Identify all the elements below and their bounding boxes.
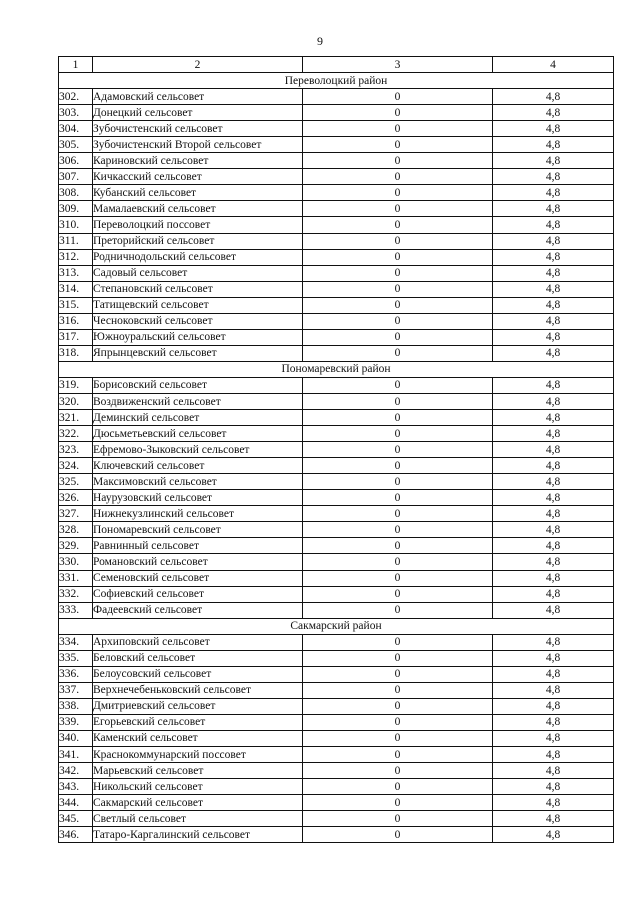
column-3-value-cell: 0 — [303, 698, 493, 714]
row-number-cell: 316. — [59, 313, 93, 329]
table-row — [59, 506, 614, 522]
settlement-name-cell: Никольский сельсовет — [93, 779, 303, 795]
column-4-value-cell: 4,8 — [493, 217, 614, 233]
column-4-value-cell: 4,8 — [493, 698, 614, 714]
table-row — [59, 795, 614, 811]
column-3-value-cell: 0 — [303, 185, 493, 201]
settlement-name-cell: Зубочистенский Второй сельсовет — [93, 137, 303, 153]
table-row — [59, 602, 614, 618]
column-4-value-cell: 4,8 — [493, 345, 614, 361]
column-3-value-cell: 0 — [303, 329, 493, 345]
settlement-name-cell: Архиповский сельсовет — [93, 634, 303, 650]
table-row — [59, 570, 614, 586]
column-3-value-cell: 0 — [303, 410, 493, 426]
column-4-value-cell: 4,8 — [493, 153, 614, 169]
row-number-cell: 336. — [59, 666, 93, 682]
section-title: Переволоцкий район — [59, 73, 614, 89]
settlement-name-cell: Дмитриевский сельсовет — [93, 698, 303, 714]
table-row — [59, 249, 614, 265]
column-3-value-cell: 0 — [303, 506, 493, 522]
settlement-name-cell: Нижнекузлинский сельсовет — [93, 506, 303, 522]
column-4-value-cell: 4,8 — [493, 779, 614, 795]
row-number-cell: 338. — [59, 698, 93, 714]
settlement-name-cell: Белоусовский сельсовет — [93, 666, 303, 682]
column-3-value-cell: 0 — [303, 377, 493, 393]
section-header-row — [59, 73, 614, 89]
row-number-cell: 341. — [59, 747, 93, 763]
table-row — [59, 474, 614, 490]
column-3-value-cell: 0 — [303, 779, 493, 795]
column-4-value-cell: 4,8 — [493, 682, 614, 698]
table-row — [59, 233, 614, 249]
column-3-value-cell: 0 — [303, 442, 493, 458]
row-number-cell: 333. — [59, 602, 93, 618]
section-header-row — [59, 361, 614, 377]
column-3-value-cell: 0 — [303, 554, 493, 570]
row-number-cell: 312. — [59, 249, 93, 265]
table-row — [59, 201, 614, 217]
table-row — [59, 490, 614, 506]
column-4-value-cell: 4,8 — [493, 730, 614, 746]
column-4-value-cell: 4,8 — [493, 185, 614, 201]
column-3-value-cell: 0 — [303, 602, 493, 618]
settlement-name-cell: Кичкасский сельсовет — [93, 169, 303, 185]
row-number-cell: 329. — [59, 538, 93, 554]
row-number-cell: 328. — [59, 522, 93, 538]
column-3-value-cell: 0 — [303, 217, 493, 233]
section-title: Сакмарский район — [59, 618, 614, 634]
column-4-value-cell: 4,8 — [493, 233, 614, 249]
table-row — [59, 121, 614, 137]
table-row — [59, 779, 614, 795]
column-4-value-cell: 4,8 — [493, 169, 614, 185]
column-3-value-cell: 0 — [303, 795, 493, 811]
row-number-cell: 331. — [59, 570, 93, 586]
column-4-value-cell: 4,8 — [493, 634, 614, 650]
column-4-value-cell: 4,8 — [493, 265, 614, 281]
column-3-value-cell: 0 — [303, 682, 493, 698]
settlement-name-cell: Борисовский сельсовет — [93, 377, 303, 393]
settlement-name-cell: Татаро-Каргалинский сельсовет — [93, 827, 303, 843]
row-number-cell: 325. — [59, 474, 93, 490]
settlement-name-cell: Наурузовский сельсовет — [93, 490, 303, 506]
header-cell-4: 4 — [493, 57, 614, 73]
column-4-value-cell: 4,8 — [493, 554, 614, 570]
table-row — [59, 730, 614, 746]
settlement-name-cell: Садовый сельсовет — [93, 265, 303, 281]
settlement-name-cell: Софиевский сельсовет — [93, 586, 303, 602]
settlement-name-cell: Верхнечебеньковский сельсовет — [93, 682, 303, 698]
row-number-cell: 314. — [59, 281, 93, 297]
column-3-value-cell: 0 — [303, 586, 493, 602]
settlement-name-cell: Каменский сельсовет — [93, 730, 303, 746]
settlement-name-cell: Пономаревский сельсовет — [93, 522, 303, 538]
settlement-name-cell: Адамовский сельсовет — [93, 89, 303, 105]
row-number-cell: 318. — [59, 345, 93, 361]
row-number-cell: 319. — [59, 377, 93, 393]
settlement-name-cell: Япрынцевский сельсовет — [93, 345, 303, 361]
table-row — [59, 313, 614, 329]
table-row — [59, 698, 614, 714]
table-row — [59, 714, 614, 730]
column-4-value-cell: 4,8 — [493, 410, 614, 426]
column-3-value-cell: 0 — [303, 201, 493, 217]
table-row — [59, 137, 614, 153]
column-3-value-cell: 0 — [303, 313, 493, 329]
table-row — [59, 763, 614, 779]
column-3-value-cell: 0 — [303, 666, 493, 682]
column-3-value-cell: 0 — [303, 522, 493, 538]
header-cell-1: 1 — [59, 57, 93, 73]
column-3-value-cell: 0 — [303, 763, 493, 779]
column-3-value-cell: 0 — [303, 538, 493, 554]
row-number-cell: 323. — [59, 442, 93, 458]
column-4-value-cell: 4,8 — [493, 811, 614, 827]
settlement-name-cell: Чесноковский сельсовет — [93, 313, 303, 329]
settlement-name-cell: Светлый сельсовет — [93, 811, 303, 827]
settlement-name-cell: Сакмарский сельсовет — [93, 795, 303, 811]
column-4-value-cell: 4,8 — [493, 377, 614, 393]
table-row — [59, 297, 614, 313]
column-3-value-cell: 0 — [303, 345, 493, 361]
row-number-cell: 313. — [59, 265, 93, 281]
column-3-value-cell: 0 — [303, 233, 493, 249]
settlement-name-cell: Беловский сельсовет — [93, 650, 303, 666]
settlement-name-cell: Романовский сельсовет — [93, 554, 303, 570]
column-4-value-cell: 4,8 — [493, 506, 614, 522]
row-number-cell: 304. — [59, 121, 93, 137]
settlement-name-cell: Донецкий сельсовет — [93, 105, 303, 121]
table-row — [59, 105, 614, 121]
page-number: 9 — [317, 34, 323, 48]
settlement-name-cell: Кубанский сельсовет — [93, 185, 303, 201]
column-4-value-cell: 4,8 — [493, 763, 614, 779]
row-number-cell: 345. — [59, 811, 93, 827]
row-number-cell: 308. — [59, 185, 93, 201]
column-4-value-cell: 4,8 — [493, 201, 614, 217]
row-number-cell: 315. — [59, 297, 93, 313]
settlement-name-cell: Егорьевский сельсовет — [93, 714, 303, 730]
settlement-name-cell: Татищевский сельсовет — [93, 297, 303, 313]
row-number-cell: 303. — [59, 105, 93, 121]
table-row — [59, 554, 614, 570]
row-number-cell: 320. — [59, 393, 93, 409]
row-number-cell: 340. — [59, 730, 93, 746]
row-number-cell: 307. — [59, 169, 93, 185]
column-4-value-cell: 4,8 — [493, 795, 614, 811]
column-4-value-cell: 4,8 — [493, 538, 614, 554]
table-row — [59, 153, 614, 169]
table-row — [59, 682, 614, 698]
column-4-value-cell: 4,8 — [493, 442, 614, 458]
row-number-cell: 332. — [59, 586, 93, 602]
row-number-cell: 346. — [59, 827, 93, 843]
settlement-name-cell: Воздвиженский сельсовет — [93, 393, 303, 409]
column-3-value-cell: 0 — [303, 811, 493, 827]
settlement-name-cell: Зубочистенский сельсовет — [93, 121, 303, 137]
column-4-value-cell: 4,8 — [493, 458, 614, 474]
table-row — [59, 169, 614, 185]
column-4-value-cell: 4,8 — [493, 827, 614, 843]
column-3-value-cell: 0 — [303, 730, 493, 746]
row-number-cell: 302. — [59, 89, 93, 105]
settlement-name-cell: Южноуральский сельсовет — [93, 329, 303, 345]
settlement-name-cell: Ключевский сельсовет — [93, 458, 303, 474]
row-number-cell: 344. — [59, 795, 93, 811]
column-4-value-cell: 4,8 — [493, 602, 614, 618]
row-number-cell: 305. — [59, 137, 93, 153]
settlement-name-cell: Дюсьметьевский сельсовет — [93, 426, 303, 442]
header-cell-3: 3 — [303, 57, 493, 73]
row-number-cell: 310. — [59, 217, 93, 233]
column-3-value-cell: 0 — [303, 105, 493, 121]
table-row — [59, 827, 614, 843]
row-number-cell: 342. — [59, 763, 93, 779]
table-row — [59, 329, 614, 345]
column-3-value-cell: 0 — [303, 827, 493, 843]
column-4-value-cell: 4,8 — [493, 522, 614, 538]
table-row — [59, 650, 614, 666]
column-3-value-cell: 0 — [303, 169, 493, 185]
settlement-name-cell: Деминский сельсовет — [93, 410, 303, 426]
column-4-value-cell: 4,8 — [493, 281, 614, 297]
column-3-value-cell: 0 — [303, 634, 493, 650]
column-3-value-cell: 0 — [303, 153, 493, 169]
column-3-value-cell: 0 — [303, 426, 493, 442]
row-number-cell: 330. — [59, 554, 93, 570]
section-title: Пономаревский район — [59, 361, 614, 377]
table-row — [59, 265, 614, 281]
row-number-cell: 309. — [59, 201, 93, 217]
column-3-value-cell: 0 — [303, 570, 493, 586]
row-number-cell: 334. — [59, 634, 93, 650]
column-4-value-cell: 4,8 — [493, 666, 614, 682]
settlement-name-cell: Максимовский сельсовет — [93, 474, 303, 490]
table-header-row — [59, 57, 614, 73]
row-number-cell: 317. — [59, 329, 93, 345]
column-4-value-cell: 4,8 — [493, 89, 614, 105]
row-number-cell: 322. — [59, 426, 93, 442]
table-row — [59, 217, 614, 233]
table-row — [59, 634, 614, 650]
column-4-value-cell: 4,8 — [493, 249, 614, 265]
settlement-name-cell: Мамалаевский сельсовет — [93, 201, 303, 217]
row-number-cell: 337. — [59, 682, 93, 698]
settlement-name-cell: Ефремово-Зыковский сельсовет — [93, 442, 303, 458]
settlement-name-cell: Родничнодольский сельсовет — [93, 249, 303, 265]
table-row — [59, 747, 614, 763]
row-number-cell: 306. — [59, 153, 93, 169]
table-row — [59, 345, 614, 361]
column-4-value-cell: 4,8 — [493, 313, 614, 329]
settlement-name-cell: Равнинный сельсовет — [93, 538, 303, 554]
column-4-value-cell: 4,8 — [493, 426, 614, 442]
table-row — [59, 410, 614, 426]
column-3-value-cell: 0 — [303, 490, 493, 506]
column-3-value-cell: 0 — [303, 281, 493, 297]
column-3-value-cell: 0 — [303, 458, 493, 474]
column-4-value-cell: 4,8 — [493, 393, 614, 409]
settlement-name-cell: Фадеевский сельсовет — [93, 602, 303, 618]
settlement-name-cell: Степановский сельсовет — [93, 281, 303, 297]
settlement-name-cell: Преторийский сельсовет — [93, 233, 303, 249]
column-3-value-cell: 0 — [303, 297, 493, 313]
section-header-row — [59, 618, 614, 634]
column-4-value-cell: 4,8 — [493, 474, 614, 490]
column-4-value-cell: 4,8 — [493, 586, 614, 602]
row-number-cell: 339. — [59, 714, 93, 730]
settlement-name-cell: Кариновский сельсовет — [93, 153, 303, 169]
column-3-value-cell: 0 — [303, 747, 493, 763]
table-row — [59, 185, 614, 201]
row-number-cell: 327. — [59, 506, 93, 522]
column-3-value-cell: 0 — [303, 650, 493, 666]
column-4-value-cell: 4,8 — [493, 121, 614, 137]
settlement-name-cell: Марьевский сельсовет — [93, 763, 303, 779]
table-row — [59, 586, 614, 602]
row-number-cell: 311. — [59, 233, 93, 249]
column-3-value-cell: 0 — [303, 249, 493, 265]
settlement-name-cell: Семеновский сельсовет — [93, 570, 303, 586]
table-row — [59, 442, 614, 458]
column-4-value-cell: 4,8 — [493, 714, 614, 730]
table-row — [59, 522, 614, 538]
table-row — [59, 538, 614, 554]
municipalities-table — [58, 56, 614, 843]
column-3-value-cell: 0 — [303, 714, 493, 730]
table-row — [59, 458, 614, 474]
table-row — [59, 281, 614, 297]
settlement-name-cell: Краснокоммунарский поссовет — [93, 747, 303, 763]
column-4-value-cell: 4,8 — [493, 490, 614, 506]
column-3-value-cell: 0 — [303, 121, 493, 137]
column-4-value-cell: 4,8 — [493, 329, 614, 345]
row-number-cell: 326. — [59, 490, 93, 506]
row-number-cell: 321. — [59, 410, 93, 426]
column-3-value-cell: 0 — [303, 265, 493, 281]
column-4-value-cell: 4,8 — [493, 650, 614, 666]
column-4-value-cell: 4,8 — [493, 747, 614, 763]
column-3-value-cell: 0 — [303, 89, 493, 105]
table-row — [59, 426, 614, 442]
table-row — [59, 393, 614, 409]
column-3-value-cell: 0 — [303, 474, 493, 490]
column-4-value-cell: 4,8 — [493, 570, 614, 586]
row-number-cell: 335. — [59, 650, 93, 666]
column-3-value-cell: 0 — [303, 393, 493, 409]
column-3-value-cell: 0 — [303, 137, 493, 153]
header-cell-2: 2 — [93, 57, 303, 73]
column-4-value-cell: 4,8 — [493, 297, 614, 313]
table-row — [59, 89, 614, 105]
column-4-value-cell: 4,8 — [493, 137, 614, 153]
row-number-cell: 324. — [59, 458, 93, 474]
table-row — [59, 811, 614, 827]
table-row — [59, 666, 614, 682]
table-row — [59, 377, 614, 393]
row-number-cell: 343. — [59, 779, 93, 795]
settlement-name-cell: Переволоцкий поссовет — [93, 217, 303, 233]
column-4-value-cell: 4,8 — [493, 105, 614, 121]
table-body — [59, 57, 614, 843]
